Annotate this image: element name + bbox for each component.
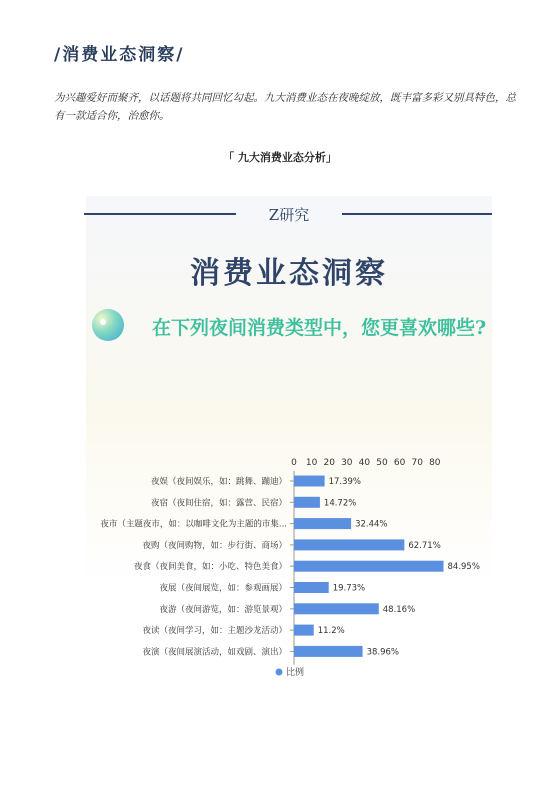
data-label: 17.39% (328, 477, 362, 487)
data-label: 62.71% (408, 540, 441, 551)
x-tick-label: 60 (393, 458, 406, 468)
category-label: 夜宿（夜间住宿，如：露营、民宿） (150, 498, 287, 509)
bar (294, 625, 314, 636)
x-tick-label: 20 (323, 458, 335, 468)
x-tick-label: 70 (411, 458, 423, 468)
intro-paragraph: 为兴趣爱好而聚齐，以话题将共同回忆勾起。九大消费业态在夜晚绽放，既丰富多彩又别具特色，总有一款适合你，治愈你。 (54, 92, 516, 122)
data-label: 48.16% (382, 604, 416, 615)
x-tick-label: 10 (305, 458, 318, 468)
data-label: 38.96% (366, 647, 399, 658)
category-label: 夜购（夜间购物，如：步行街、商场） (142, 540, 287, 551)
category-label: 夜展（夜间展览，如：参观画展） (159, 583, 287, 594)
bar (294, 518, 351, 529)
legend-label: 比例 (286, 668, 305, 678)
x-tick-label: 0 (291, 458, 297, 468)
bar (294, 603, 379, 614)
category-label: 夜读（夜间学习，如：主题沙龙活动） (142, 626, 287, 637)
data-label: 14.72% (323, 498, 357, 509)
category-label: 夜食（夜间美食，如：小吃、特色美食） (133, 562, 287, 573)
category-label: 夜市（主题夜市，如：以咖啡文化为主题的市集... (100, 519, 287, 530)
section-title: /消费业态洞察/ (54, 45, 185, 65)
bar (294, 582, 329, 593)
survey-question: 在下列夜间消费类型中，您更喜欢哪些? (152, 317, 487, 339)
bar (294, 497, 320, 508)
brand-label: Z研究 (268, 206, 310, 224)
legend-marker (276, 669, 283, 676)
category-label: 夜游（夜间游览，如：游览景观） (159, 604, 287, 615)
chart-caption: 「 九大消费业态分析」 (223, 151, 337, 164)
x-tick-label: 50 (376, 458, 388, 468)
x-tick-label: 40 (358, 458, 371, 468)
bar (294, 476, 325, 487)
bar (294, 561, 444, 572)
bar (294, 646, 363, 657)
data-label: 32.44% (355, 519, 388, 530)
infographic-title: 消费业态洞察 (190, 256, 388, 291)
category-label: 夜娱（夜间娱乐，如：跳舞、蹦迪） (150, 477, 287, 487)
data-label: 84.95% (447, 562, 480, 573)
x-tick-label: 80 (429, 458, 441, 468)
data-label: 11.2% (317, 626, 345, 637)
category-label: 夜演（夜间展演活动，如戏剧、演出） (142, 647, 287, 658)
x-tick-label: 30 (341, 458, 353, 468)
data-label: 19.73% (332, 583, 366, 594)
bar (294, 539, 404, 550)
